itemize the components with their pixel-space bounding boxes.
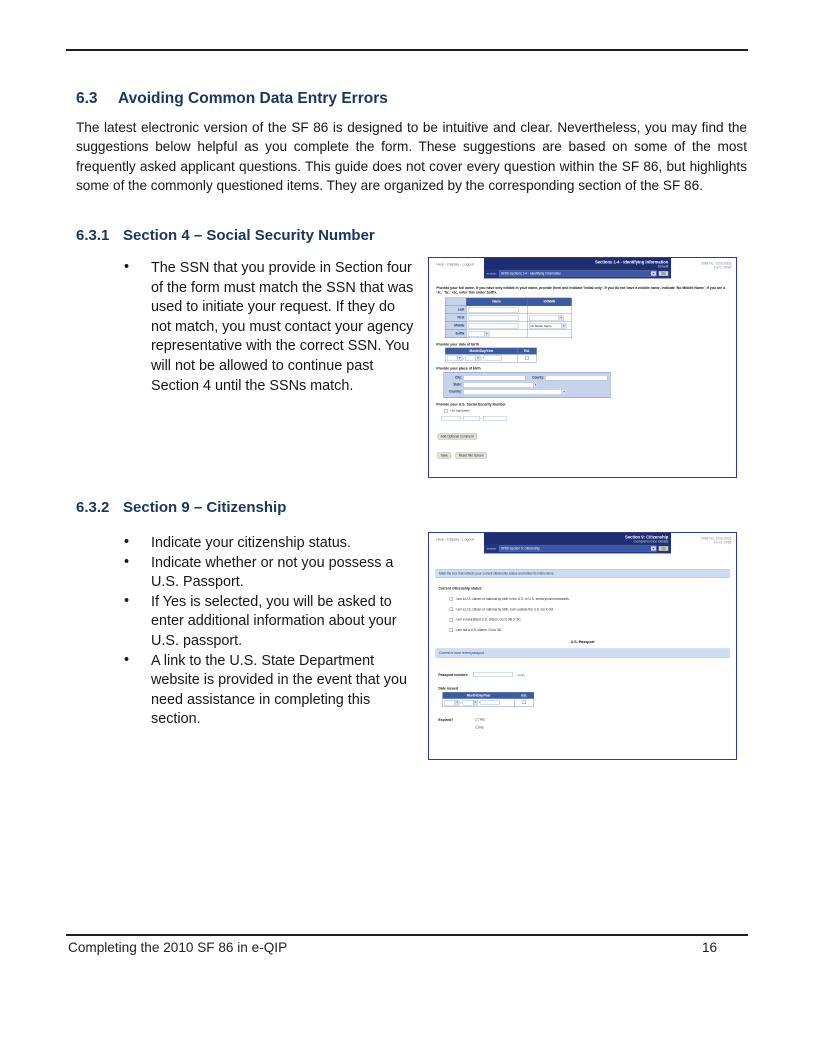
heading-631-title: Section 4 – Social Security Number [123,227,375,244]
embedded-screenshot-citizenship-form [428,532,737,760]
passport-number-row [438,672,729,678]
section-nav-label: section: [486,271,498,276]
citizenship-option-row [450,618,730,622]
list-item [116,554,418,593]
citizenship-checkbox [450,628,453,631]
citizenship-status-label: Current citizenship status: [438,586,483,591]
suffix-dropdown [468,331,489,336]
issued-month-dropdown [444,700,459,705]
save-button: Save [438,453,451,459]
not-applicable-checkbox [444,409,447,412]
citizenship-checkbox [450,597,453,600]
intro-paragraph: The latest electronic version of the SF 86 is designed to be intuitive and clear. Nevertheless, you may find the suggestions below helpful as you complete the form. These suggestions are based on some of the most frequently asked applicant questions. This guide does not cover every question within the SF 86, but highlights some of the commonly questioned items. They are organized by the corresponding section of the SF 86. [76,120,747,194]
dropdown-arrow-icon: ▼ [474,701,477,704]
expired-yes-row [475,718,484,722]
passport-number-input [473,672,513,677]
middle-nmn-dropdown: No Middle Name ▼ [530,324,565,328]
place-of-birth-box [444,372,611,398]
citizenship-option-row [450,628,730,632]
middle-name-input [468,323,519,328]
list-item [116,652,418,730]
date-separator: / [481,356,483,360]
citizenship-option-label: I am a U.S. citizen or national by birth in the U.S. or U.S. territory/commonwealth. [455,597,570,602]
citizenship-checkbox [450,618,453,621]
est-header: Est. [515,692,534,698]
expired-no-radio [475,726,478,729]
citizenship-checkbox [450,608,453,611]
list-item [116,593,418,652]
footer-title: Completing the 2010 SF 86 in e-QIP [68,940,288,955]
last-name-input [468,307,519,312]
bullet-icon: • [124,651,130,668]
form-name: Form: SF86 [713,541,732,545]
issued-year-input [478,700,500,705]
bullet-text: Indicate your citizenship status. [151,535,351,551]
expired-label: Expired? [438,718,454,723]
middle-name-label: Middle [445,322,466,330]
citizenship-option-label: I am not a U.S. citizen. Go to 9D. [455,628,502,633]
ssn-not-applicable-row [444,409,728,413]
eqip-title-bar [484,258,671,278]
go-button: Go [659,271,669,276]
list-item [116,534,418,554]
citizenship-option-label: I am a U.S. citizen or national by birth, born outside the U.S. Go to 9A. [455,607,555,612]
eqip-section-nav [484,269,671,278]
date-issued-label: Date issued [438,686,458,691]
section-dropdown-value: SF86 Section 9: Citizenship [501,546,540,551]
date-issued-table [442,692,534,707]
eqip-section-title: Sections 1-4 - Identifying Information [594,259,669,265]
bullet-list-631 [116,259,416,396]
first-name-input [468,315,519,320]
eqip-menu-links: Help - Display - Logout [436,262,474,267]
date-separator: / [460,700,462,705]
last-io-cell [527,306,571,314]
county-label: County: [532,376,545,380]
name-table-corner [445,298,466,306]
bullet-icon: • [124,534,130,550]
eqip-menu-links: Help - Display - Logout [436,537,474,542]
issued-day-dropdown [460,700,478,705]
bullet-icon: • [124,592,130,609]
bullet-icon: • [124,553,130,570]
country-label: Country: [448,390,463,394]
dropdown-arrow-icon: ▼ [560,316,563,319]
est-header: Est. [518,348,537,354]
dropdown-arrow-icon: ▼ [562,324,565,327]
name-column-header: Name [466,298,527,306]
dropdown-arrow-icon: ▼ [563,390,566,393]
ssn-input-1 [442,416,461,421]
omb-number: OMB No. 3206-0005 [700,261,732,266]
state-label: State: [453,383,463,387]
passport-number-label: Passport number: [438,673,469,678]
heading-63 [76,90,388,108]
dropdown-arrow-icon: ▼ [458,356,461,360]
first-name-label: First [445,314,466,322]
section-dropdown [499,271,657,277]
passport-number-hint: (Help) [517,673,525,677]
city-label: City: [454,376,463,380]
name-instructions: Provide your full name. If you have only initials in your name, provide them and indicate 'Initial only'. If you do not have a middle name, indicate 'No Middle Name'. If you are a 'Jr.,' 'Sr.,' etc, enter this under Suffix. [436,286,726,295]
dob-table [445,348,537,363]
comment-button-row [438,433,729,439]
city-input [463,375,525,380]
bullet-list-632 [116,534,418,730]
eqip-section-nav [484,544,671,553]
passport-banner: Current or most recent passport [436,649,730,658]
citizenship-option-label: I am a naturalized U.S. citizen. Go to 9B or 9C. [455,618,522,622]
bullet-text: Indicate whether or not you possess a U.S. Passport. [151,554,394,591]
eqip-section-title: Section 9: Citizenship [625,534,669,540]
state-dropdown [463,382,538,387]
date-header: Month/Day/Year [445,348,517,354]
dropdown-arrow-icon: ▼ [652,547,655,551]
county-input [545,375,607,380]
ssn-input-2 [463,416,483,421]
pob-label: Provide your place of birth [436,366,481,371]
citizenship-option-row [450,597,730,601]
footer-divider [66,934,748,936]
omb-number: OMB No. 3206-0005 [700,536,732,541]
suffix-label: Suffix [445,330,466,338]
bullet-text: A link to the U.S. State Department website is provided in the event that you need assistance in completing this section. [151,652,407,728]
dropdown-arrow-icon: ▼ [456,701,459,704]
section-nav-label: section: [486,546,498,551]
heading-632-title: Section 9 – Citizenship [123,499,287,516]
bullet-icon: • [124,259,130,275]
dob-label: Provide your date of birth [436,342,479,347]
list-item [116,259,416,396]
ssn-separator: - [461,416,463,421]
ssn-input-3 [483,416,506,421]
io-nmn-column-header: IO/NMN [527,298,571,306]
section-dropdown-value: SF86 Sections 1-4 - Identifying Information [501,271,562,276]
eqip-subtitle: Default [657,264,669,269]
section-dropdown [499,546,657,552]
dropdown-arrow-icon: ▼ [652,272,655,276]
suffix-io-cell [527,330,571,338]
expired-yes-radio [475,718,478,721]
heading-63-title: Avoiding Common Data Entry Errors [118,90,388,107]
expired-yes-label: Yes [479,718,485,722]
dropdown-arrow-icon: ▼ [476,356,480,360]
eqip-omb-info [701,536,732,545]
dob-day-dropdown [465,356,480,361]
eqip-form-body [429,283,736,477]
dob-month-dropdown [447,356,465,361]
ssn-separator: - [481,416,483,421]
heading-631-number: 6.3.1 [76,227,110,244]
date-separator: / [463,356,465,360]
expired-options [475,718,484,729]
date-separator: / [478,700,480,705]
heading-632 [76,499,286,516]
citizenship-option-row [450,608,730,612]
expired-row [438,718,729,729]
eqip-title-bar [484,533,671,553]
add-optional-comment-button: Add Optional Comment [438,434,477,440]
embedded-screenshot-ssn-form [428,257,737,478]
bullet-text: If Yes is selected, you will be asked to enter additional information about your U.S. passport. [151,593,397,649]
go-button: Go [659,546,669,551]
ssn-input-row [442,416,729,422]
eqip-form-body [429,558,736,759]
form-name: Form: SF86 [713,266,732,270]
eqip-subtitle: Comprehension Details [633,539,669,544]
heading-632-number: 6.3.2 [76,499,110,516]
dropdown-arrow-icon: ▼ [485,332,488,335]
bullet-text: The SSN that you provide in Section four of the form must match the SSN that was used to initiate your request. If they do not match, you must contact your agency representative with the correct SSN. You will not be allowed to continue past Section 4 until the SSNs match. [151,260,414,394]
last-name-label: Last [445,306,466,314]
date-header: Month/Day/Year [443,692,515,698]
dob-estimate-checkbox [525,356,528,359]
heading-631 [76,227,375,244]
save-button-row [438,452,729,458]
expired-no-row [475,726,484,730]
issued-estimate-checkbox [523,701,526,704]
name-table [445,298,572,338]
country-dropdown [463,389,566,394]
footer-page-number: 16 [702,940,718,955]
citizenship-instruction-banner: Mark the box that reflects your current citizenship status and follow its instructions. [436,569,730,578]
expired-no-label: No [479,725,484,730]
us-passport-heading: U.S. Passport [570,640,595,645]
ssn-label: Provide your U.S. Social Security Number [436,402,506,407]
dropdown-arrow-icon: ▼ [534,383,537,386]
reset-screen-button: Reset this Screen [456,453,487,459]
not-applicable-label: Not Applicable [450,409,470,413]
eqip-omb-info [701,261,732,270]
first-io-dropdown [529,315,564,320]
heading-63-number: 6.3 [76,90,98,107]
top-divider [66,49,748,51]
dob-year-input [483,356,502,361]
